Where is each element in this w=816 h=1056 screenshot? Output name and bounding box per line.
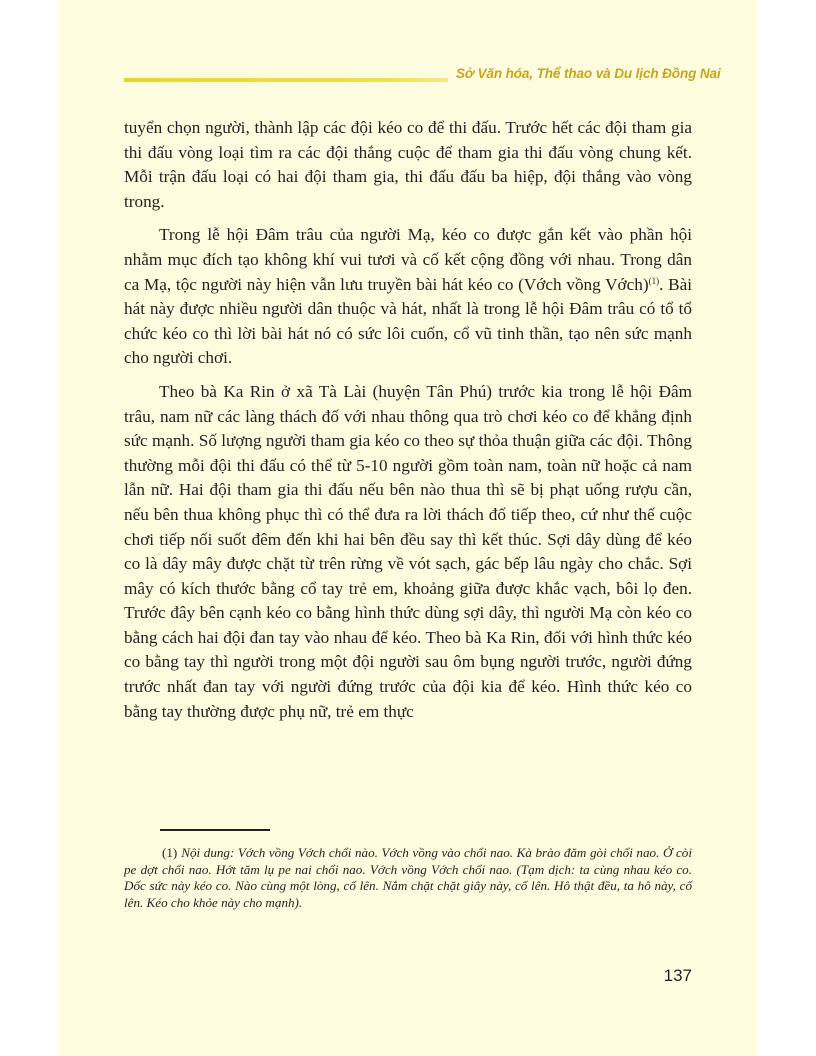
footnote-reference[interactable]: (1) [648,275,660,286]
footnote-rule [160,829,270,831]
body-text [124,116,692,724]
paragraph-3: Theo bà Ka Rin ở xã Tà Lài (huyện Tân Phú) trước kia trong lễ hội Đâm trâu, nam nữ các làng thách đố với nhau thông qua trò chơi kéo co để khẳng định sức mạnh. Số lượng người tham gia kéo co theo sự thỏa thuận giữa các đội. Thông thường mỗi đội thi đấu có thể từ 5-10 người gồm toàn nam, toàn nữ hoặc cả nam lẫn nữ. Hai đội tham gia thi đấu nếu bên nào thua thì sẽ bị phạt uống rượu cần, nếu bên thua không phục thì có thể đưa ra lời thách đố tiếp theo, cứ như thế cuộc chơi tiếp nối suốt đêm đến khi hai bên đều say thì kết thúc. Sợi dây dùng để kéo co là dây mây được chặt từ trên rừng về vót sạch, gác bếp lâu ngày cho chắc. Sợi mây có kích thước bằng cổ tay trẻ em, khoảng giữa được khắc vạch, bôi lọ đen. Trước đây bên cạnh kéo co bằng hình thức dùng sợi dây, thì người Mạ còn kéo co bằng cách hai đội đan tay vào nhau để kéo. Theo bà Ka Rin, đối với hình thức kéo co bằng tay thì người trong một đội người sau ôm bụng người trước, người đứng trước nhất đan tay với người đứng trước của đội kia để kéo. Hình thức kéo co bằng tay thường được phụ nữ, trẻ em thực [124,381,692,721]
paragraph-2-text-a: Trong lễ hội Đâm trâu của người Mạ, kéo co được gắn kết vào phần hội nhằm mục đích tạo không khí vui tươi và cố kết cộng đồng với nhau. Trong dân ca Mạ, tộc người này hiện vẫn lưu truyền bài hát kéo co (Vớch vồng Vớch) [124,225,692,294]
header-rule [124,78,448,82]
page-number: 137 [663,966,692,985]
running-header: Sở Văn hóa, Thể thao và Du lịch Đồng Nai [456,66,721,81]
footnote-text: Nội dung: Vớch vồng Vớch chổi nào. Vớch vồng vào chổi nao. Kà brào đăm gòi chổi nao. Ở còi pe dợt chổi nao. Hớt tăm lụ pe nai chổi nao. Vớch vồng Vớch chổi nao. (Tạm dịch: ta cùng nhau kéo co. Dốc sức này kéo co. Nào cùng một lòng, cố lên. Nắm chặt chặt giây này, cố lên. Hô thật đều, ta hô này, cố lên. Kéo cho khỏe này cho mạnh). [124,845,692,910]
paragraph-2-text-b: . Bài hát này được nhiều người dân thuộc và hát, nhất là trong lễ hội Đâm trâu có tổ tổ chức kéo co thì lời bài hát nó có sức lôi cuốn, cổ vũ tinh thần, tạo nên sức mạnh cho người chơi. [124,274,693,368]
footnote-mark: (1) [162,845,178,860]
footnote [124,845,692,911]
paragraph-2 [124,223,692,371]
paragraph-1: tuyển chọn người, thành lập các đội kéo co để thi đấu. Trước hết các đội tham gia thi đấu vòng loại tìm ra các đội thắng cuộc để tham gia thi đấu vòng chung kết. Mỗi trận đấu loại có hai đội tham gia, thi đấu đấu ba hiệp, đội thắng vào vòng trong. [124,118,692,211]
